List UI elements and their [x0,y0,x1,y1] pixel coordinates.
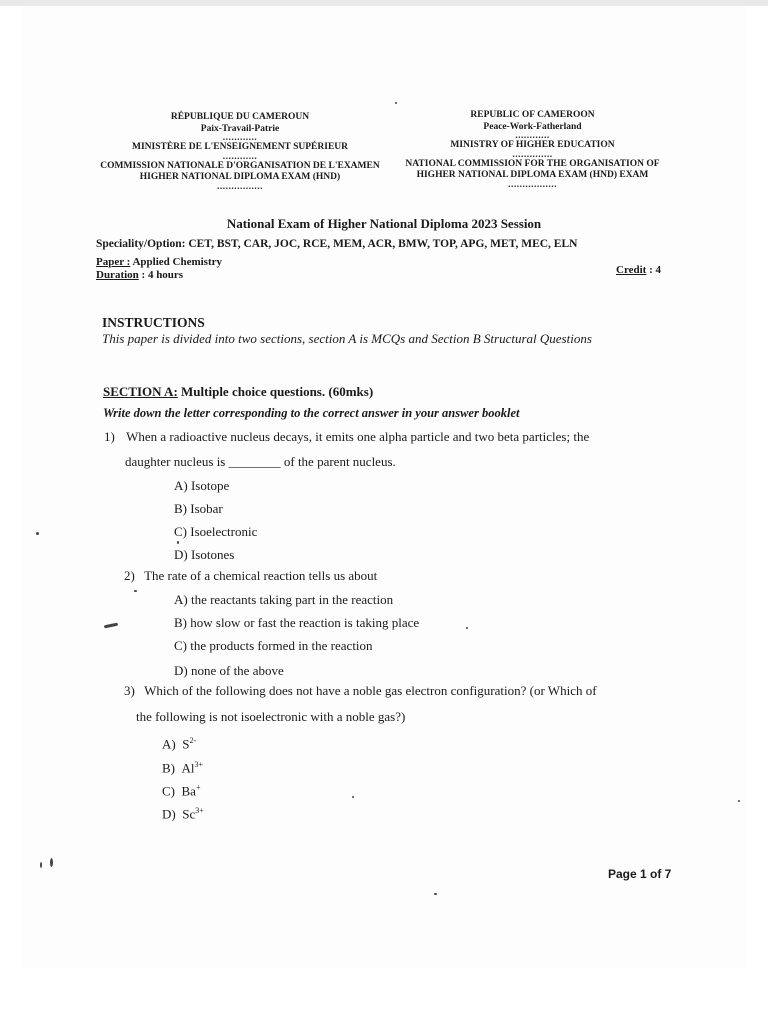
paper-value: Applied Chemistry [130,256,223,268]
option-formula: Al [181,760,195,776]
scan-speck [352,796,354,798]
option-formula: Ba [181,783,196,799]
section-a-title: Multiple choice questions. (60mks) [177,384,374,399]
header-line: MINISTÈRE DE L'ENSEIGNEMENT SUPÉRIEUR [132,142,348,152]
option-formula: Sc [182,806,196,822]
question-text: The rate of a chemical reaction tells us about [144,568,378,583]
scan-speck [466,627,468,629]
option [162,783,200,799]
option-charge: + [195,783,201,792]
header-dots: ................. [508,179,557,190]
exam-title: National Exam of Higher National Diploma 2023 Session [226,216,542,231]
option-letter: D) [174,663,188,678]
header-dots: ............ [222,133,258,143]
section-a-label: SECTION A: [103,384,178,399]
option [174,663,284,679]
header-dots: ............ [222,151,258,162]
scan-speck [40,862,42,868]
option-letter: A) [162,736,176,752]
option-letter: C) [174,638,187,653]
scan-bottom-margin [0,968,768,1024]
option-letter: B) [174,501,187,516]
scan-speck [134,590,137,592]
option [174,501,223,517]
header-line: REPUBLIC OF CAMEROON [470,110,595,120]
option-charge: 3+ [195,806,204,815]
option-text: none of the above [190,663,284,678]
question-3-continued: the following is not isoelectronic with a noble gas?) [136,709,406,724]
section-a-heading [103,384,373,400]
scan-speck [434,893,437,895]
question-3 [124,678,597,704]
duration-label: Duration [96,269,139,281]
credit-label: Credit [616,264,647,276]
option-text: how slow or fast the reaction is taking place [190,615,420,630]
header-line: HIGHER NATIONAL DIPLOMA EXAM (HND) EXAM [416,170,649,180]
option [174,524,257,540]
header-line: Paix-Travail-Patrie [200,123,280,134]
option-letter: D) [162,806,176,822]
header-line: HIGHER NATIONAL DIPLOMA EXAM (HND) [139,172,341,182]
question-number: 3) [124,683,135,698]
section-a-note: Write down the letter corresponding to the correct answer in your answer booklet [103,406,520,420]
question-text: Which of the following does not have a noble gas electron configuration? (or Which of [144,683,597,698]
scan-speck [738,800,740,802]
option [174,638,373,654]
instructions-heading: INSTRUCTIONS [102,315,205,330]
page-number: Page 1 of 7 [608,867,672,881]
scan-speck [50,858,53,867]
header-line: MINISTRY OF HIGHER EDUCATION [450,140,615,150]
speciality-line: Speciality/Option: CET, BST, CAR, JOC, RCE, MEM, ACR, BMW, TOP, APG, MET, MEC, ELN [96,238,578,250]
option-formula: S [182,736,190,752]
option-letter: B) [174,615,187,630]
scan-speck [36,532,39,535]
option-letter: C) [174,524,187,539]
option-letter: B) [162,760,175,776]
question-1-continued: daughter nucleus is ________ of the parent nucleus. [125,454,396,469]
question-2 [124,563,377,589]
header-dots: .............. [512,149,553,160]
option [174,592,393,608]
option [174,478,229,494]
option [162,806,204,822]
option-letter: C) [162,783,175,799]
instructions-text: This paper is divided into two sections, section A is MCQs and Section B Structural Questions [102,331,592,346]
option-text: the reactants taking part in the reaction [190,592,394,607]
header-line: NATIONAL COMMISSION FOR THE ORGANISATION OF [405,158,660,169]
duration-line [96,269,183,281]
paper-line [96,256,222,268]
duration-value: : 4 hours [138,269,184,281]
question-1 [104,424,589,450]
question-number: 1) [104,429,115,444]
header-line: RÉPUBLIQUE DU CAMEROUN [170,112,310,122]
option-letter: D) [174,547,188,562]
option-text: Isoelectronic [190,524,258,539]
question-text: When a radioactive nucleus decays, it emits one alpha particle and two beta particles; the [126,429,590,444]
option-text: Isotope [190,478,230,493]
header-french [95,112,385,191]
header-english [400,110,665,189]
option-charge: 3+ [194,760,204,769]
option [162,760,203,776]
header-dots: ............ [515,131,550,141]
question-number: 2) [124,568,135,583]
scan-speck [395,102,397,104]
credit-value: : 4 [646,264,662,276]
option [162,736,196,752]
scan-speck [177,541,179,544]
option-letter: A) [174,478,188,493]
option-text: the products formed in the reaction [190,638,373,653]
option-text: Isotones [190,547,235,562]
option-text: Isobar [190,501,223,516]
option-charge: 2- [189,736,197,745]
credit-line [616,264,661,276]
option [174,615,419,631]
header-line: Peace-Work-Fatherland [483,121,582,132]
option-letter: A) [174,592,188,607]
header-dots: ................ [217,181,263,192]
option [174,547,234,563]
paper-label: Paper : [96,256,131,268]
header-line: COMMISSION NATIONALE D'ORGANISATION DE L'EXAMEN [100,160,380,171]
